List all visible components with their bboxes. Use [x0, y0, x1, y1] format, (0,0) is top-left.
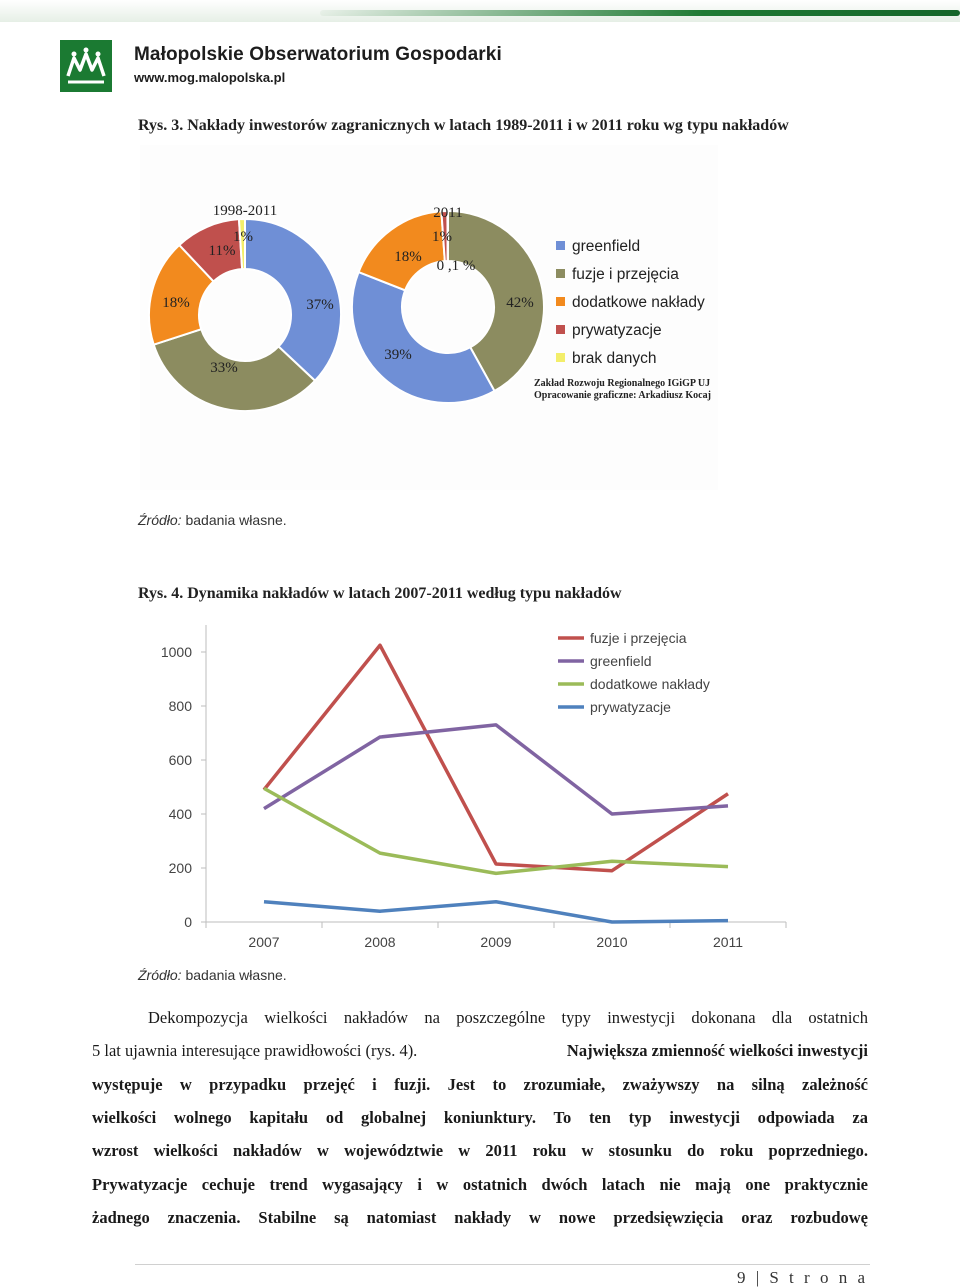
y-tick-label: 400 [168, 806, 192, 822]
paragraph-segment-bold: Największa zmienność wielkości inwestycji [566, 1041, 868, 1060]
x-tick-label: 2010 [596, 934, 628, 950]
legend-label: prywatyzacje [590, 699, 671, 715]
donut-slice-label: 42% [506, 295, 534, 311]
figure-3-donut-charts [140, 145, 718, 490]
series-line-greenfield [264, 725, 728, 814]
donut-slice-greenfield [352, 272, 494, 403]
logo-crown-icon [60, 40, 112, 92]
legend-label: fuzje i przejęcia [590, 630, 687, 646]
logo [60, 40, 112, 92]
legend-label: dodatkowe nakłady [590, 676, 710, 692]
top-decorative-bar [0, 0, 960, 22]
donut-charts-svg [140, 145, 718, 490]
organization-name: Małopolskie Obserwatorium Gospodarki [134, 44, 502, 65]
donut-slice-label: 11% [208, 243, 236, 259]
paragraph-line-bold: żadnego znaczenia. Stabilne są natomiast nakłady w nowe przedsięwzięcia oraz rozbudowę [92, 1208, 868, 1227]
line-chart-svg [140, 620, 800, 965]
top-green-stripe [320, 10, 960, 16]
paragraph-segment: 5 lat ujawnia interesujące prawidłowości (rys. 4). [92, 1041, 418, 1060]
donut-slice-label: 0 ,1 % [436, 258, 476, 274]
figure-3-source [138, 512, 287, 528]
paragraph-line [92, 1041, 868, 1061]
donut-title: 2011 [433, 205, 463, 221]
figure-4-source [138, 967, 287, 983]
legend-label: brak danych [572, 350, 657, 367]
paragraph-line-bold: występuje w przypadku przejęć i fuzji. Jest to zrozumiałe, zważywszy na silną zależność [92, 1075, 868, 1094]
figure-4-caption: Rys. 4. Dynamika nakładów w latach 2007-2011 według typu nakładów [138, 585, 622, 602]
donut-slice-label: 1% [432, 229, 452, 245]
figure-3-caption: Rys. 3. Nakłady inwestorów zagranicznych w latach 1989-2011 i w 2011 roku wg typu nakładów [138, 117, 789, 134]
paragraph-line-bold: wzrost wielkości nakładów w województwie w 2011 roku w stosunku do roku poprzedniego. [92, 1141, 868, 1160]
source-label: Źródło: [138, 967, 182, 983]
paragraph-line-bold: wielkości wolnego kapitału od globalnej koniunktury. To ten typ inwestycji odpowiada za [92, 1108, 868, 1127]
legend-label: greenfield [572, 238, 641, 255]
x-tick-label: 2008 [364, 934, 396, 950]
series-line-prywatyzacje [264, 902, 728, 922]
donut-slice-label: 39% [384, 347, 412, 363]
source-label: Źródło: [138, 512, 182, 528]
y-tick-label: 0 [184, 914, 192, 930]
donut-slice-label: 37% [306, 297, 334, 313]
legend-swatch [556, 325, 565, 334]
legend-label: dodatkowe nakłady [572, 294, 705, 311]
x-tick-label: 2009 [480, 934, 512, 950]
figure-4-line-chart [140, 620, 800, 965]
credit-line: Opracowanie graficzne: Arkadiusz Kocaj [534, 390, 711, 401]
source-text: badania własne. [185, 512, 287, 528]
source-text: badania własne. [185, 967, 287, 983]
y-tick-label: 800 [168, 698, 192, 714]
donut-slice-label: 33% [210, 360, 238, 376]
donut-title: 1998-2011 [212, 203, 278, 219]
organization-url[interactable]: www.mog.malopolska.pl [134, 70, 286, 85]
legend-label: fuzje i przejęcia [572, 266, 679, 283]
legend-label: prywatyzacje [572, 322, 662, 339]
legend-swatch [556, 353, 565, 362]
page-number: 9 | S t r o n a [736, 1268, 868, 1287]
legend-swatch [556, 297, 565, 306]
donut-slice-label: 18% [394, 249, 422, 265]
x-tick-label: 2011 [712, 934, 744, 950]
donut-slice-label: 18% [162, 295, 190, 311]
y-tick-label: 600 [168, 752, 192, 768]
y-tick-label: 200 [168, 860, 192, 876]
paragraph-line: Dekompozycja wielkości nakładów na poszczególne typy inwestycji dokonana dla ostatnich [148, 1008, 868, 1027]
x-tick-label: 2007 [248, 934, 280, 950]
y-tick-label: 1000 [160, 644, 192, 660]
legend-swatch [556, 269, 565, 278]
donut-slice-label: 1% [233, 229, 253, 245]
footer-divider [135, 1264, 870, 1265]
credit-line: Zakład Rozwoju Regionalnego IGiGP UJ [534, 378, 711, 389]
legend-swatch [556, 241, 565, 250]
paragraph-line-bold: Prywatyzacje cechuje trend wygasający i w ostatnich dwóch latach nie mają one praktycznie [92, 1175, 868, 1194]
legend-label: greenfield [590, 653, 652, 669]
